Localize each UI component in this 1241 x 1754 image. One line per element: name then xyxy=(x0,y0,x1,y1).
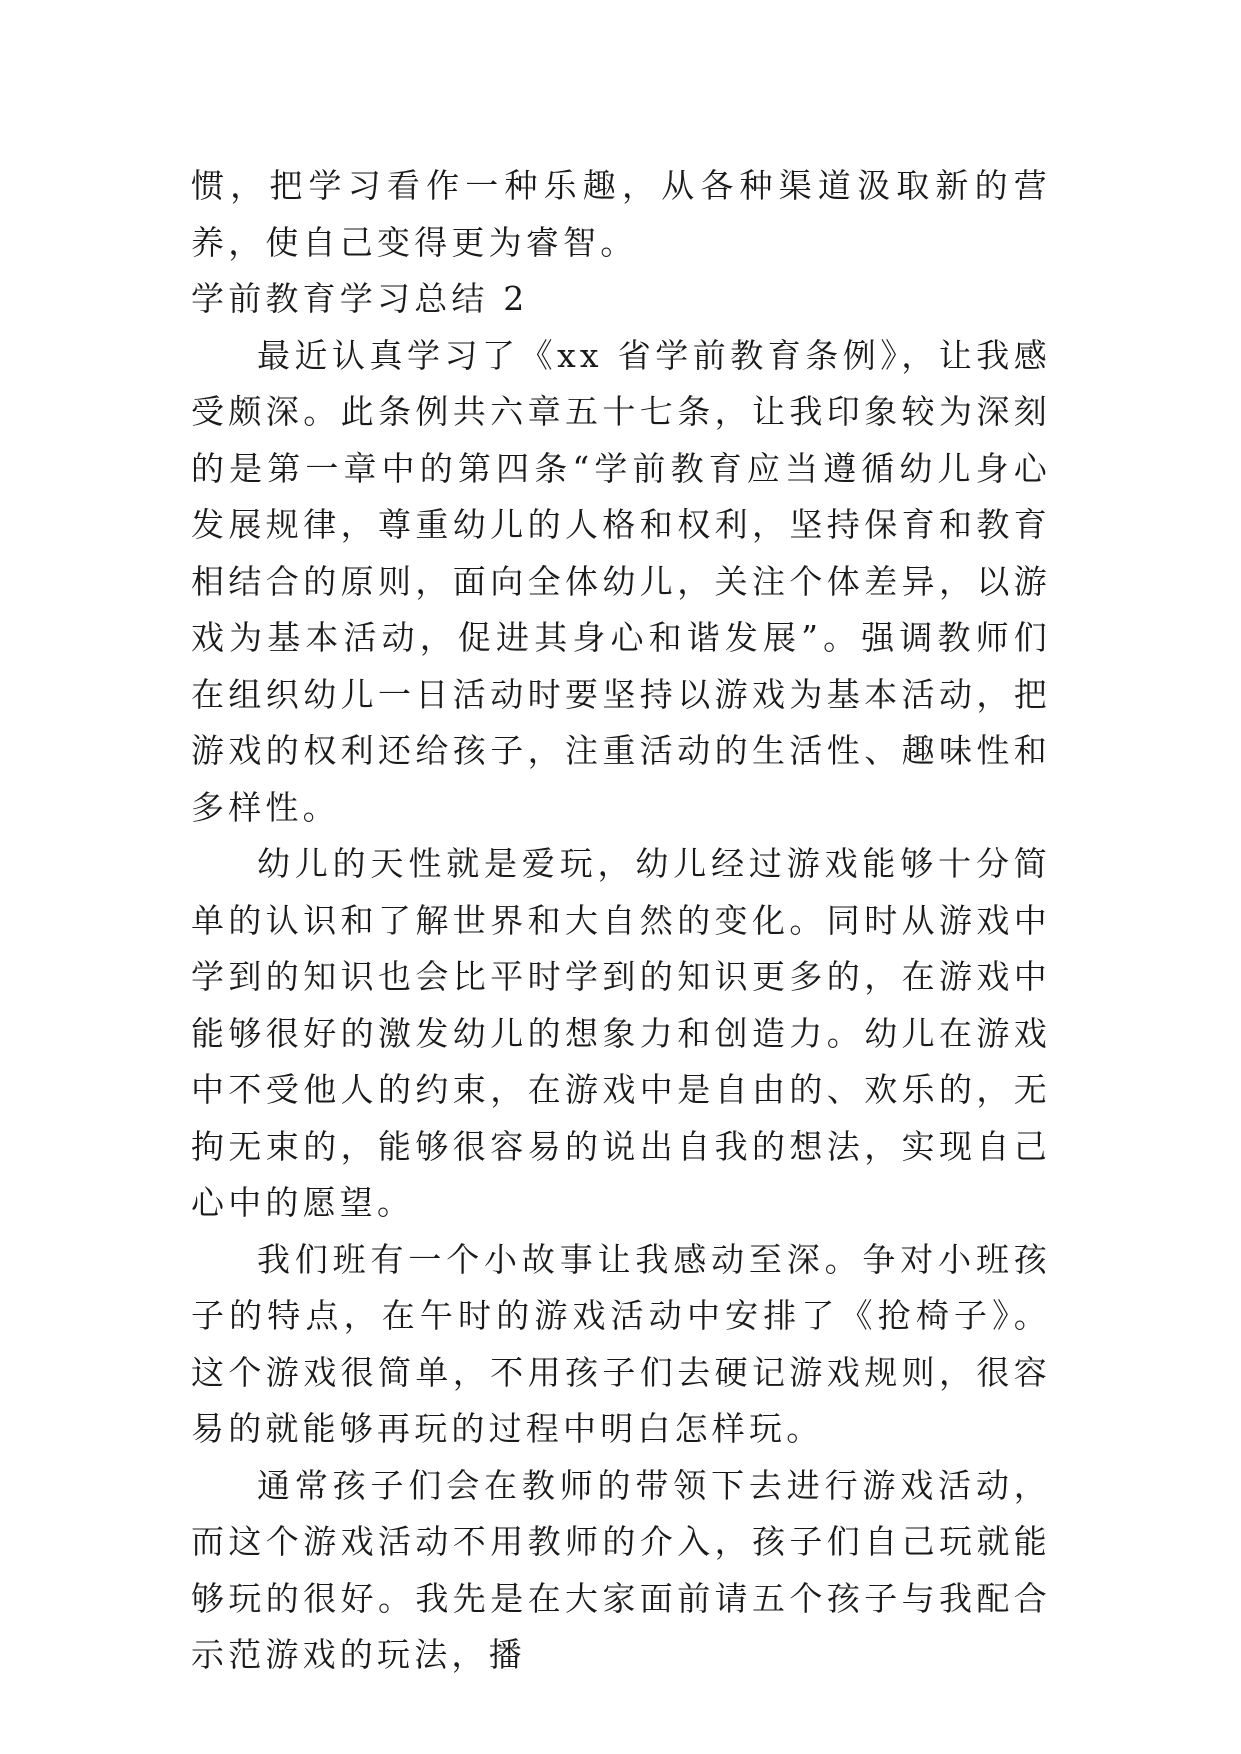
section-title: 学前教育学习总结 2 xyxy=(191,279,529,318)
paragraph-4: 通常孩子们会在教师的带领下去进行游戏活动，而这个游戏活动不用教师的介入，孩子们自己玩就能够玩的很好。我先是在大家面前请五个孩子与我配合示范游戏的玩法，播 xyxy=(191,1465,1051,1674)
continuation-paragraph: 惯，把学习看作一种乐趣，从各种渠道汲取新的营养，使自己变得更为睿智。 xyxy=(191,166,1051,262)
document-body xyxy=(191,158,1051,1684)
paragraph-3: 我们班有一个小故事让我感动至深。争对小班孩子的特点，在午时的游戏活动中安排了《抢椅子》。这个游戏很简单，不用孩子们去硬记游戏规则，很容易的就能够再玩的过程中明白怎样玩。 xyxy=(191,1239,1051,1448)
paragraph-1: 最近认真学习了《xx 省学前教育条例》，让我感受颇深。此条例共六章五十七条，让我印象较为深刻的是第一章中的第四条“学前教育应当遵循幼儿身心发展规律，尊重幼儿的人格和权利，坚持保育和教育相结合的原则，面向全体幼儿，关注个体差异，以游戏为基本活动，促进其身心和谐发展”。强调教师们在组织幼儿一日活动时要坚持以游戏为基本活动，把游戏的权利还给孩子，注重活动的生活性、趣味性和多样性。 xyxy=(191,335,1051,827)
paragraph-2: 幼儿的天性就是爱玩，幼儿经过游戏能够十分简单的认识和了解世界和大自然的变化。同时从游戏中学到的知识也会比平时学到的知识更多的，在游戏中能够很好的激发幼儿的想象力和创造力。幼儿在游戏中不受他人的约束，在游戏中是自由的、欢乐的，无拘无束的，能够很容易的说出自我的想法，实现自己心中的愿望。 xyxy=(191,844,1051,1222)
